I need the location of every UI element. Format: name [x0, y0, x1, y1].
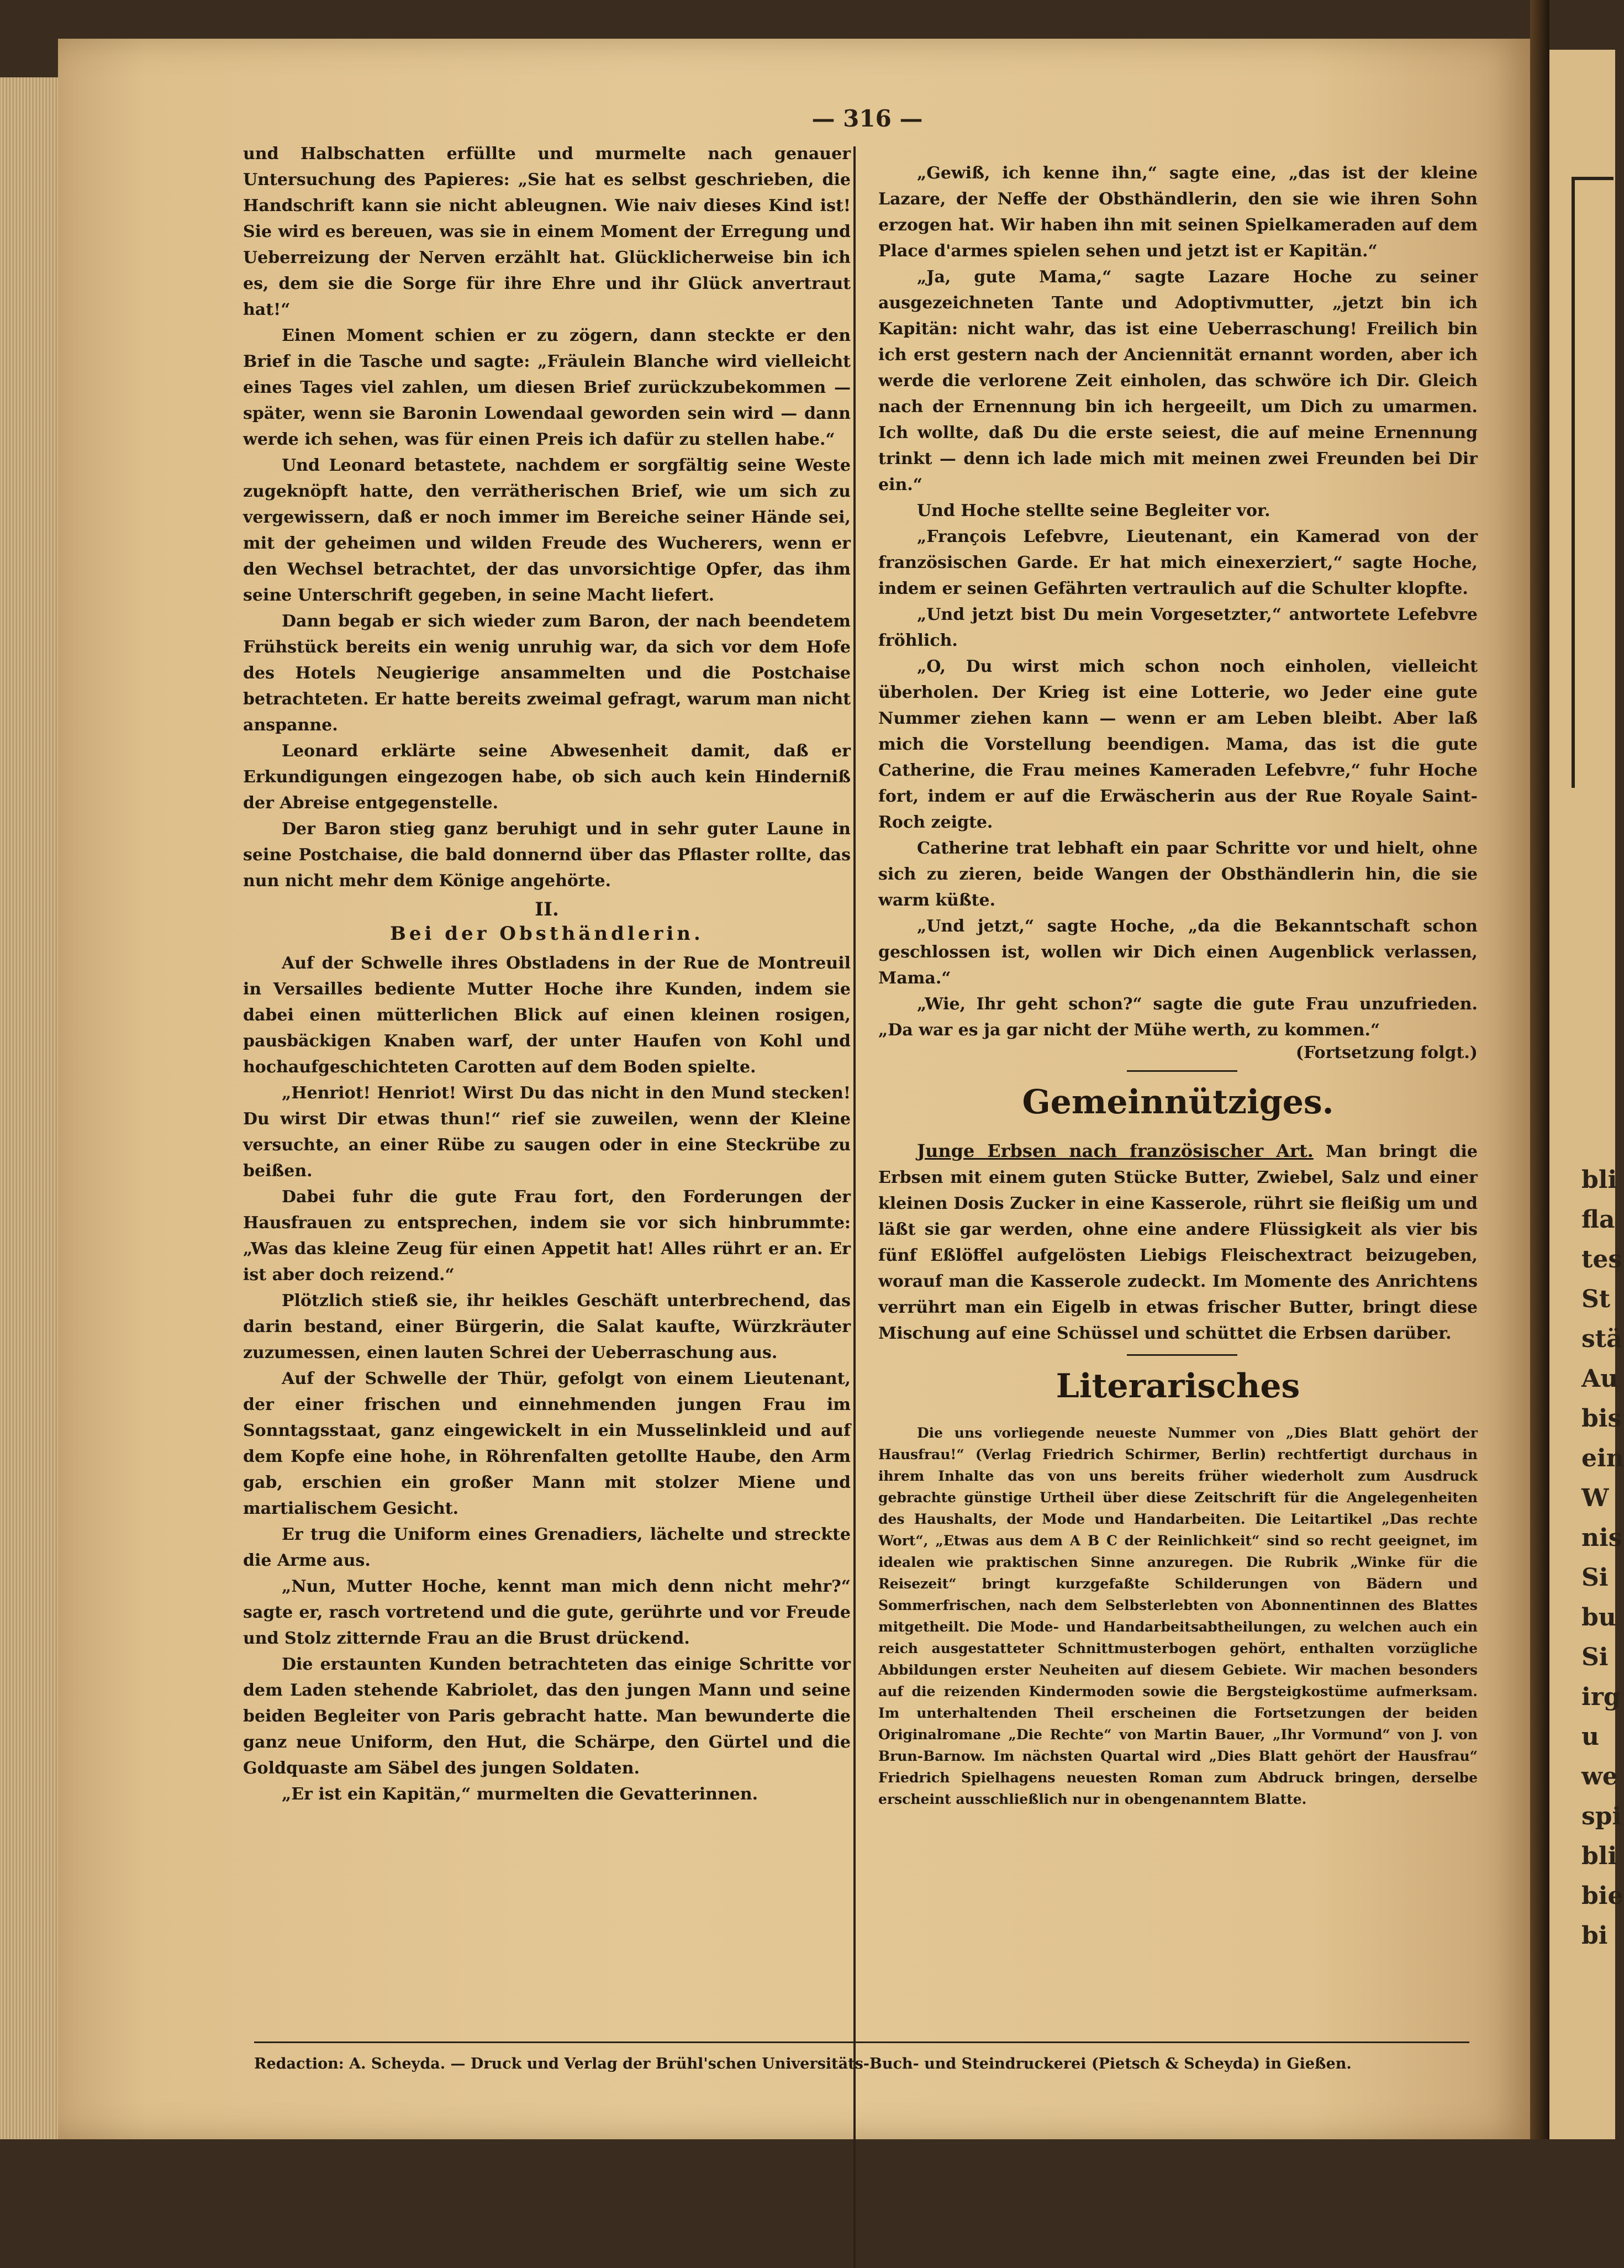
- next-page-fragment: u: [1581, 1723, 1599, 1751]
- paragraph: „Gewiß, ich kenne ihn,“ sagte eine, „das ist der kleine Lazare, der Neffe der Obsthändlerin, den sie wie ihren Sohn erzogen hat. Wir haben ihn mit seinen Spielkameraden auf dem Place d'armes spielen sehen und jetzt ist er Kapitän.“: [878, 164, 1478, 261]
- paragraph: Auf der Schwelle ihres Obstladens in der Rue de Montreuil in Versailles bediente Mutter Hoche ihre Kunden, indem sie dabei einen mütterlichen Blick auf einen kleinen rosigen, pausbäckigen Knaben warf, der unter Haufen von Kohl und hochaufgeschichteten Carotten auf dem Boden spielte.: [243, 954, 851, 1077]
- next-page-fragment: Si: [1581, 1564, 1609, 1592]
- next-page-fragment: bu: [1581, 1603, 1616, 1632]
- section-title-gemeinnuetziges: Gemeinnütziges.: [1022, 1083, 1334, 1122]
- next-page-fragment: W: [1581, 1484, 1609, 1512]
- paragraph: „Und jetzt bist Du mein Vorgesetzter,“ antwortete Lefebvre fröhlich.: [878, 605, 1478, 650]
- recipe-title: Junge Erbsen nach französischer Art.: [917, 1140, 1314, 1161]
- paragraph: Die erstaunten Kunden betrachteten das einige Schritte vor dem Laden stehende Kabriolet, das den jungen Mann und seine beiden Begleiter von Paris gebracht hatte. Man bewunderte die ganz neue Uniform, den Hut, die Schärpe, den Gürtel und die Goldquaste am Säbel des jungen Soldaten.: [243, 1655, 851, 1778]
- section-rule: [1127, 1354, 1237, 1356]
- book-gutter: [1530, 0, 1549, 2139]
- section-rule: [1127, 1070, 1237, 1072]
- paragraph: Und Hoche stellte seine Begleiter vor.: [917, 501, 1270, 520]
- next-page-fragment: fla: [1581, 1206, 1615, 1234]
- chapter-title: Bei der Obsthändlerin.: [390, 923, 704, 945]
- paragraph: Auf der Schwelle der Thür, gefolgt von einem Lieutenant, der einer frischen und einnehmenden jungen Frau im Sonntagsstaat, ganz eingewickelt in ein Musselinkleid und auf dem Kopfe eine hohe, in Röhrenfalten getollte Haube, den Arm gab, erschien ein großer Mann mit stolzer Miene und martialischem Gesicht.: [243, 1369, 851, 1518]
- imprint-footer: Redaction: A. Scheyda. — Druck und Verlag der Brühl'schen Universitäts-Buch- und Steindruckerei (Pietsch & Scheyda) in Gießen.: [254, 2055, 1352, 2072]
- right-column: [878, 160, 1478, 1810]
- paragraph: „Henriot! Henriot! Wirst Du das nicht in den Mund stecken! Du wirst Dir etwas thun!“ rief sie zuweilen, wenn der Kleine versuchte, an einer Rübe zu saugen oder in eine Steckrübe zu beißen.: [243, 1083, 851, 1181]
- paragraph: Plötzlich stieß sie, ihr heikles Geschäft unterbrechend, das darin bestand, einer Bürgerin, die Salat kaufte, Würzkräuter zuzumessen, einen lauten Schrei der Ueberraschung aus.: [243, 1291, 851, 1362]
- next-page-fragment: tes: [1581, 1245, 1622, 1274]
- recipe-body: Man bringt die Erbsen mit einem guten Stücke Butter, Zwiebel, Salz und einer kleinen Dosis Zucker in eine Kasserole, rührt sie fleißig um und läßt sie gar werden, ohne eine andere Flüssigkeit als vier bis fünf Eßlöffel aufgelösten Liebigs Fleischextract beizugeben, worauf man die Kasserole zudeckt. Im Momente des Anrichtens verrührt man ein Eigelb in etwas frischer Butter, bringt diese Mischung auf eine Schüssel und schüttet die Erbsen darüber.: [878, 1142, 1478, 1343]
- next-page-fragment: Au: [1581, 1365, 1618, 1393]
- next-page-fragment: we: [1581, 1762, 1618, 1791]
- next-page-fragment: nis: [1581, 1524, 1622, 1552]
- next-page-fragment: St: [1581, 1285, 1611, 1313]
- next-page-fragment: irg: [1581, 1683, 1621, 1711]
- paragraph: Leonard erklärte seine Abwesenheit damit, daß er Erkundigungen eingezogen habe, ob sich auch kein Hinderniß der Abreise entgegenstelle.: [243, 741, 851, 813]
- ornament-border: [1572, 177, 1614, 788]
- column-divider: [853, 146, 856, 2268]
- footer-rule: [254, 2041, 1469, 2043]
- next-page-fragment: bli: [1581, 1166, 1617, 1194]
- paragraph: Der Baron stieg ganz beruhigt und in sehr guter Laune in seine Postchaise, die bald donnernd über das Pflaster rollte, das nun nicht mehr dem Könige angehörte.: [243, 819, 851, 891]
- literary-review: Die uns vorliegende neueste Nummer von „Dies Blatt gehört der Hausfrau!“ (Verlag Friedrich Schirmer, Berlin) rechtfertigt durchaus in ihrem Inhalte das von uns bereits früher wiederholt zum Ausdruck gebrachte günstige Urtheil über diese Zeitschrift für die Angelegenheiten des Haushalts, der Mode und Handarbeiten. Die Leitartikel „Das rechte Wort“, „Etwas aus dem A B C der Reinlichkeit“ sind so recht geeignet, im idealen wie praktischen Sinne anzuregen. Die Rubrik „Winke für die Reisezeit“ bringt kurzgefaßte Schilderungen von Bädern und Sommerfrischen, nach dem Selbsterlebten von Abonnentinnen des Blattes mitgetheilt. Die Mode- und Handarbeitsabtheilungen, zu welchen auch ein reich ausgestatteter Schnittmusterbogen gehört, enthalten vorzügliche Abbildungen erster Neuheiten auf diesem Gebiete. Wir machen besonders auf die reizenden Kindermoden sowie die Bergsteigkostüme aufmerksam. Im unterhaltenden Theil erscheinen die Fortsetzungen der beiden Originalromane „Die Rechte“ von Martin Bauer, „Ihr Vormund“ von J. von Brun-Barnow. Im nächsten Quartal wird „Dies Blatt gehört der Hausfrau“ Friedrich Spielhagens neuesten Roman zum Abdruck bringen, derselbe erscheint ausschließlich nur in obengenanntem Blatte.: [878, 1425, 1478, 1807]
- paragraph: Und Leonard betastete, nachdem er sorgfältig seine Weste zugeknöpft hatte, den verrätherischen Brief, wie um sich zu vergewissern, daß er noch immer im Bereiche seiner Hände sei, mit der geheimen und wilden Freude des Wucherers, wenn er den Wechsel betrachtet, der das unvorsichtige Opfer, das ihm seine Unterschrift gegeben, in seine Macht liefert.: [243, 456, 851, 605]
- chapter-number: II.: [535, 898, 559, 920]
- next-page-fragment: spi: [1581, 1802, 1622, 1830]
- page-number: — 316 —: [811, 105, 923, 132]
- next-page-fragment: bie: [1581, 1882, 1623, 1910]
- paragraph: „O, Du wirst mich schon noch einholen, vielleicht überholen. Der Krieg ist eine Lotterie, wo Jeder eine gute Nummer ziehen kann — wenn er am Leben bleibt. Aber laß mich die Vorstellung beendigen. Mama, das ist die gute Catherine, die Frau meines Kameraden Lefebvre,“ fuhr Hoche fort, indem er auf die Erwäscherin aus der Rue Royale Saint-Roch zeigte.: [878, 657, 1478, 832]
- next-page-fragment: bli: [1581, 1842, 1617, 1870]
- recipe-paragraph: [878, 1138, 1478, 1346]
- paragraph: „Wie, Ihr geht schon?“ sagte die gute Frau unzufrieden. „Da war es ja gar nicht der Mühe werth, zu kommen.“: [878, 994, 1478, 1040]
- paragraph: Catherine trat lebhaft ein paar Schritte vor und hielt, ohne sich zu zieren, beide Wangen der Obsthändlerin hin, die sie warm küßte.: [878, 839, 1478, 910]
- continuation-note: (Fortsetzung folgt.): [1295, 1043, 1478, 1062]
- next-page-fragment: stä: [1581, 1325, 1622, 1353]
- paragraph: „Ja, gute Mama,“ sagte Lazare Hoche zu seiner ausgezeichneten Tante und Adoptivmutter, „jetzt bin ich Kapitän: nicht wahr, das ist eine Ueberraschung! Freilich bin ich erst gestern nach der Anciennität ernannt worden, aber ich werde die verlorene Zeit einholen, das schwöre ich Dir. Gleich nach der Ernennung bin ich hergeeilt, um Dich zu umarmen. Ich wollte, daß Du die erste seiest, die auf meine Ernennung trinkt — denn ich lade mich mit meinen zwei Freunden bei Dir ein.“: [878, 267, 1478, 494]
- next-page-strip: [1549, 50, 1624, 2139]
- next-page-fragment: Si: [1581, 1643, 1609, 1671]
- paragraph: Dabei fuhr die gute Frau fort, den Forderungen der Hausfrauen zu entsprechen, indem sie vor sich hinbrummte: „Was das kleine Zeug für einen Appetit hat! Alles rührt er an. Er ist aber doch reizend.“: [243, 1187, 851, 1285]
- paragraph: Einen Moment schien er zu zögern, dann steckte er den Brief in die Tasche und sagte: „Fräulein Blanche wird vielleicht eines Tages viel zahlen, um diesen Brief zurückzubekommen — später, wenn sie Baronin Lowendaal geworden sein wird — dann werde ich sehen, was für einen Preis ich dafür zu stellen habe.“: [243, 326, 851, 449]
- paragraph: „Nun, Mutter Hoche, kennt man mich denn nicht mehr?“ sagte er, rasch vortretend und die gute, gerührte und vor Freude und Stolz zitternde Frau an die Brust drückend.: [243, 1577, 851, 1648]
- next-page-fragment: bis: [1581, 1404, 1622, 1433]
- next-page-fragment: bi: [1581, 1922, 1608, 1950]
- next-page-fragment: ein: [1581, 1444, 1624, 1472]
- paragraph: „François Lefebvre, Lieutenant, ein Kamerad von der französischen Garde. Er hat mich einexerziert,“ sagte Hoche, indem er seinen Gefährten vertraulich auf die Schulter klopfte.: [878, 527, 1478, 598]
- paragraph: Dann begab er sich wieder zum Baron, der nach beendetem Frühstück bereits ein wenig unruhig war, da sich vor dem Hofe des Hotels Neugierige ansammelten und die Postchaise betrachteten. Er hatte bereits zweimal gefragt, warum man nicht anspanne.: [243, 612, 851, 735]
- left-column: [243, 141, 851, 1807]
- paragraph: „Er ist ein Kapitän,“ murmelten die Gevatterinnen.: [282, 1785, 758, 1804]
- paragraph: „Und jetzt,“ sagte Hoche, „da die Bekanntschaft schon geschlossen ist, wollen wir Dich einen Augenblick verlassen, Mama.“: [878, 917, 1478, 988]
- paragraph: Er trug die Uniform eines Grenadiers, lächelte und streckte die Arme aus.: [243, 1525, 851, 1570]
- paragraph: und Halbschatten erfüllte und murmelte nach genauer Untersuchung des Papieres: „Sie hat es selbst geschrieben, die Handschrift kann sie nicht ableugnen. Wie naiv dieses Kind ist! Sie wird es bereuen, was sie in einem Moment der Erregung und Ueberreizung der Nerven erzählt hat. Glücklicherweise bin ich es, dem sie die Sorge für ihre Ehre und ihr Glück anvertraut hat!“: [243, 144, 851, 319]
- book-edge: [0, 77, 66, 2139]
- section-title-literarisches: Literarisches: [1056, 1367, 1300, 1406]
